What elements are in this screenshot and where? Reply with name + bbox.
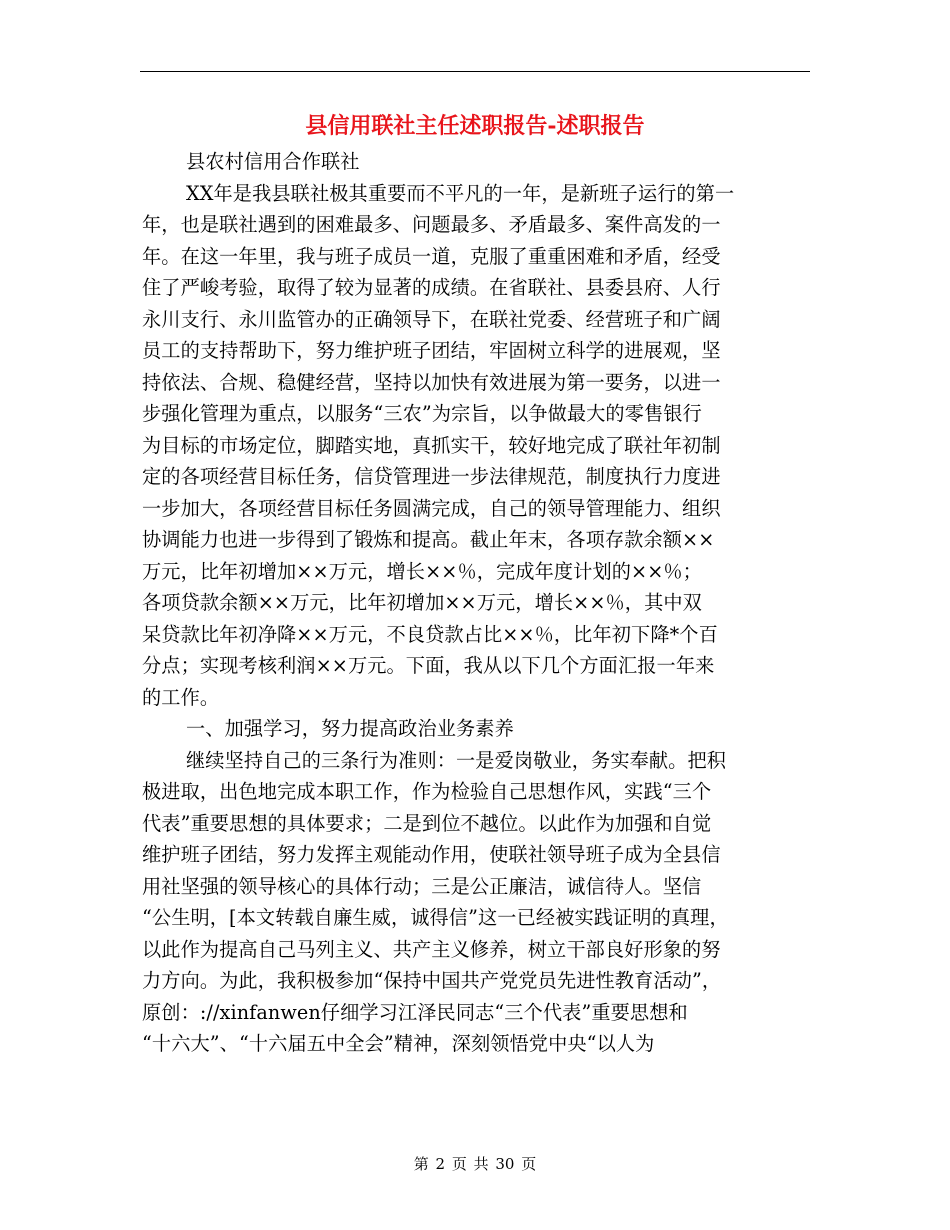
text-line: 持依法、合规、稳健经营，坚持以加快有效进展为第一要务，以进一	[142, 370, 721, 394]
text-line: 极进取，出色地完成本职工作，作为检验自己思想作风，实践“三个	[142, 780, 712, 803]
text-line: XX年是我县联社极其重要而不平凡的一年，是新班子运行的第一	[186, 181, 735, 205]
document-body	[142, 146, 814, 1060]
page-footer: 第 2 页 共 30 页	[413, 1155, 537, 1173]
text-line: “十六大”、“十六届五中全会”精神，深刻领悟党中央“以人为	[142, 1032, 655, 1055]
text-line: 的工作。	[142, 685, 220, 709]
text-line: 代表”重要思想的具体要求；二是到位不越位。以此作为加强和自觉	[142, 811, 712, 835]
text-line: 永川支行、永川监管办的正确领导下，在联社党委、经营班子和广阔	[142, 307, 721, 331]
text-line: 年，也是联社遇到的困难最多、问题最多、矛盾最多、案件高发的一	[142, 213, 721, 236]
section-heading: 一、加强学习，努力提高政治业务素养	[186, 717, 514, 740]
text-line: 呆贷款比年初净降××万元，不良贷款占比××％，比年初下降*个百	[142, 622, 718, 646]
text-line: 以此作为提高自己马列主义、共产主义修养，树立干部良好形象的努	[142, 937, 721, 961]
text-line: 住了严峻考验，取得了较为显著的成绩。在省联社、县委县府、人行	[142, 276, 721, 299]
text-line: 万元，比年初增加××万元，增长××％，完成年度计划的××％；	[142, 559, 702, 583]
text-line: 维护班子团结，努力发挥主观能动作用，使联社领导班子成为全县信	[142, 843, 721, 866]
text-line: 原创：://xinfanwen仔细学习江泽民同志“三个代表”重要思想和	[142, 1000, 688, 1024]
text-line: 用社坚强的领导核心的具体行动；三是公正廉洁，诚信待人。坚信	[142, 874, 702, 898]
text-line: 各项贷款余额××万元，比年初增加××万元，增长××％，其中双	[142, 591, 702, 614]
text-line: 员工的支持帮助下，努力维护班子团结，牢固树立科学的进展观，坚	[142, 339, 721, 362]
text-line: 为目标的市场定位，脚踏实地，真抓实干，较好地完成了联社年初制	[142, 433, 721, 457]
paragraph-2	[142, 745, 814, 1060]
paragraph-1	[142, 178, 814, 714]
text-line: 力方向。为此，我积极参加“保持中国共产党党员先进性教育活动”，	[142, 969, 722, 992]
text-line: 定的各项经营目标任务，信贷管理进一步法律规范，制度执行力度进	[142, 465, 721, 488]
header-rule	[140, 71, 810, 72]
text-line: “公生明，[本文转载自廉生威，诚得信”这一已经被实践证明的真理，	[142, 906, 729, 929]
text-line: 县农村信用合作联社	[186, 150, 360, 173]
text-line: 步强化管理为重点，以服务“三农”为宗旨，以争做最大的零售银行	[142, 402, 702, 425]
text-line: 协调能力也进一步得到了锻炼和提高。截止年末，各项存款余额××	[142, 528, 715, 551]
author-line	[142, 146, 814, 178]
text-line: 一步加大，各项经营目标任务圆满完成，自己的领导管理能力、组织	[142, 496, 721, 520]
text-line: 年。在这一年里，我与班子成员一道，克服了重重困难和矛盾，经受	[142, 244, 721, 268]
section-1-heading	[142, 713, 814, 745]
text-line: 分点；实现考核利润××万元。下面，我从以下几个方面汇报一年来	[142, 654, 715, 677]
text-line: 继续坚持自己的三条行为准则：一是爱岗敬业，务实奉献。把积	[186, 748, 727, 772]
document-title: 县信用联社主任述职报告-述职报告	[305, 113, 645, 139]
